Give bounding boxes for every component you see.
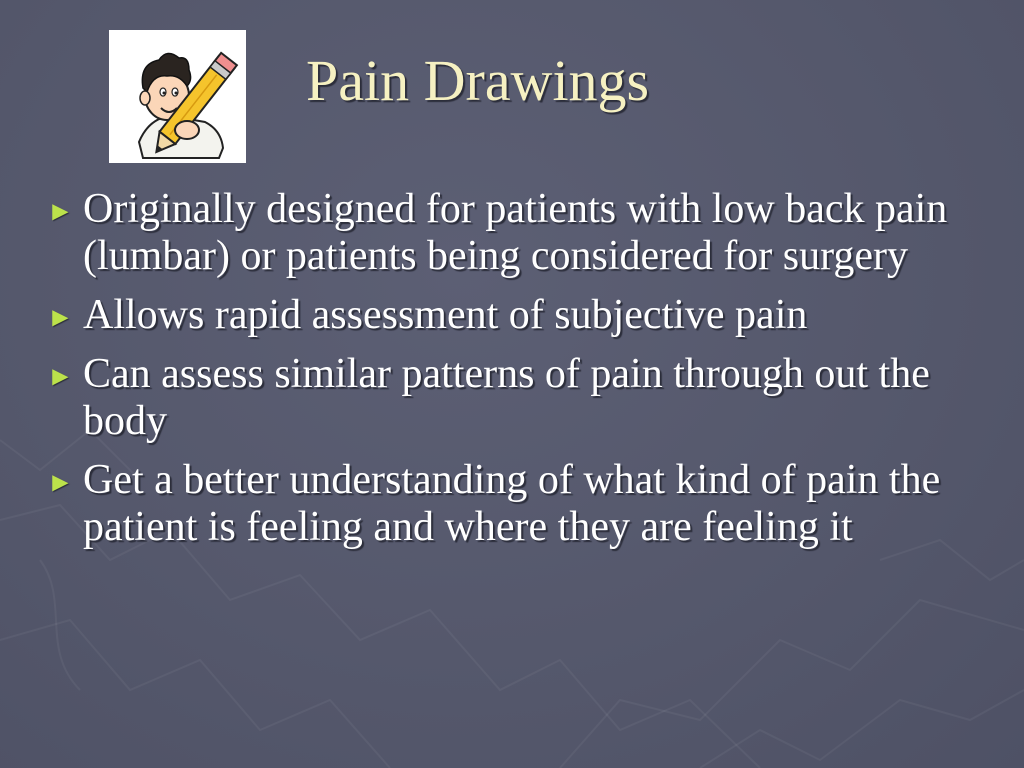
bullet-list: [44, 186, 989, 563]
bullet-item: [44, 292, 989, 339]
bullet-text: Allows rapid assessment of subjective pain: [83, 292, 808, 338]
bullet-arrow-icon: ►: [47, 196, 74, 226]
bullet-text: Can assess similar patterns of pain through out the body: [83, 351, 930, 444]
bullet-arrow-icon: ►: [47, 302, 74, 332]
bullet-arrow-icon: ►: [47, 361, 74, 391]
bullet-item: [44, 351, 989, 445]
bullet-text: Originally designed for patients with low back pain (lumbar) or patients being considered for surgery: [83, 186, 948, 279]
bullet-text: Get a better understanding of what kind of pain the patient is feeling and where they are feeling it: [83, 457, 941, 550]
bullet-arrow-icon: ►: [47, 467, 74, 497]
person-with-pencil-icon: [109, 30, 246, 163]
bullet-item: [44, 186, 989, 280]
slide-title: Pain Drawings: [306, 48, 650, 113]
bullet-item: [44, 457, 989, 551]
